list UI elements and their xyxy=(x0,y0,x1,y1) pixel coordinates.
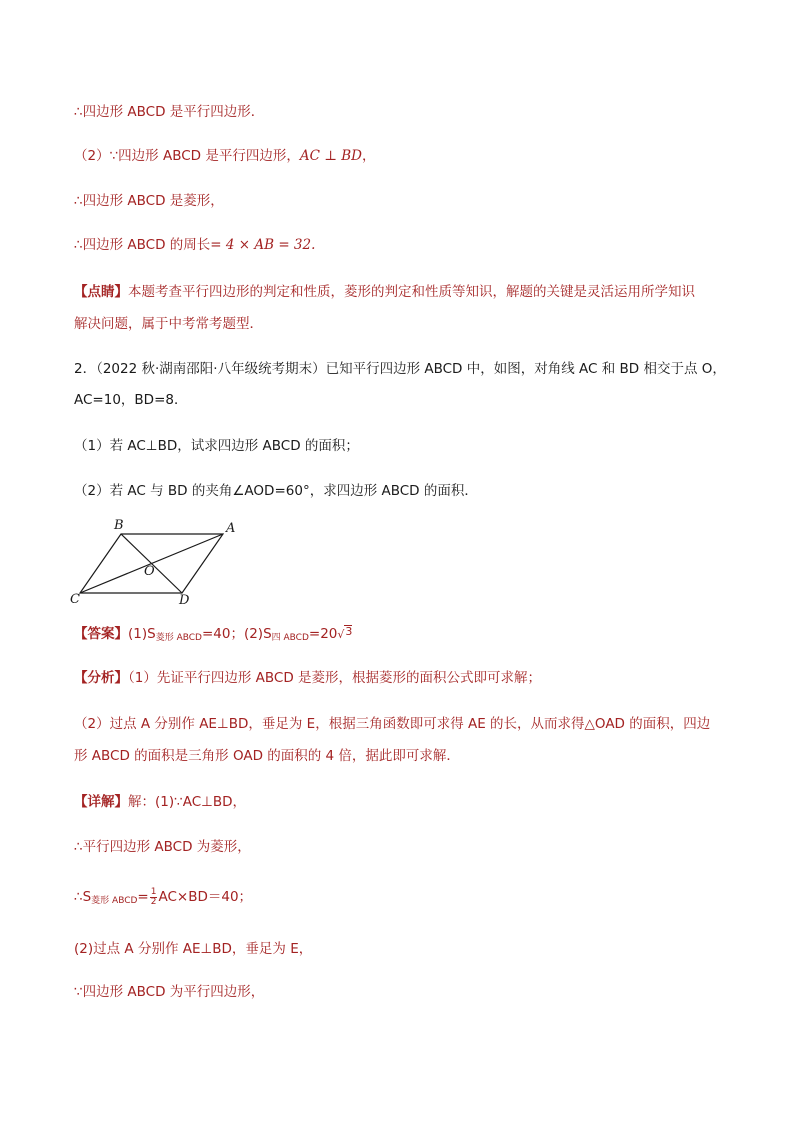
answer-tag: 【答案】 xyxy=(74,626,128,642)
detail-text-1: 解：(1)∵AC⊥BD， xyxy=(128,794,247,810)
question-2-stem: 2．（2022 秋·湖南邵阳·八年级统考期末）已知平行四边形 ABCD 中，如图，对角线 AC 和 BD 相交于点 O， xyxy=(74,361,726,377)
answer-part2-value: =20 xyxy=(308,626,338,642)
analysis-line-1 xyxy=(74,669,541,687)
analysis-part1: （1）先证平行四边形 ABCD 是菱形，根据菱形的面积公式即可求解； xyxy=(128,670,542,686)
math-ac-perp-bd: AC ⊥ BD xyxy=(299,148,362,164)
detail-area-eq: = xyxy=(137,889,149,905)
sqrt-symbol: √ xyxy=(337,628,345,641)
line-part2-given xyxy=(74,147,375,165)
analysis-line-3: 形 ABCD 的面积是三角形 OAD 的面积的 4 倍，据此即可求解． xyxy=(74,748,460,764)
perimeter-text: ∴四边形 ABCD 的周长 xyxy=(74,237,211,253)
line-parallelogram-conclusion: ∴四边形 ABCD 是平行四边形． xyxy=(74,104,265,120)
line-part2-comma: ， xyxy=(361,148,376,164)
parallelogram-figure xyxy=(66,514,246,610)
line-rhombus-conclusion: ∴四边形 ABCD 是菱形， xyxy=(74,193,224,209)
dianjing-line-1 xyxy=(74,283,695,301)
detail-line-4: (2)过点 A 分别作 AE⊥BD，垂足为 E， xyxy=(74,941,313,957)
answer-line xyxy=(74,625,352,647)
analysis-tag: 【分析】 xyxy=(74,670,128,686)
answer-part2-sub: 四 ABCD xyxy=(271,633,309,643)
vertex-label-b: B xyxy=(114,518,124,533)
dianjing-text-1: 本题考查平行四边形的判定和性质，菱形的判定和性质等知识，解题的关键是灵活运用所学知识 xyxy=(128,284,695,300)
answer-part1-s: (1)S xyxy=(128,626,156,642)
detail-area-s: ∴S xyxy=(74,889,92,905)
math-perimeter-value: = 4 × AB = 32. xyxy=(210,237,316,253)
detail-line-5: ∵四边形 ABCD 为平行四边形， xyxy=(74,984,265,1000)
question-2-part1: （1）若 AC⊥BD，试求四边形 ABCD 的面积； xyxy=(74,438,359,454)
vertex-label-c: C xyxy=(70,592,80,607)
detail-area-sub: 菱形 ABCD xyxy=(91,896,138,906)
line-perimeter xyxy=(74,236,315,254)
center-label-o: O xyxy=(144,564,155,579)
vertex-label-d: D xyxy=(179,593,190,608)
detail-area-formula: AC×BD＝40； xyxy=(158,889,253,905)
fraction-one-half xyxy=(150,888,158,907)
question-2-part2: （2）若 AC 与 BD 的夹角∠AOD=60°，求四边形 ABCD 的面积． xyxy=(74,483,478,499)
dianjing-tag: 【点睛】 xyxy=(74,284,128,300)
vertex-label-a: A xyxy=(226,521,236,536)
detail-line-2: ∴平行四边形 ABCD 为菱形， xyxy=(74,839,251,855)
fraction-denominator: 2 xyxy=(150,896,157,907)
answer-part1-value: =40；(2)S xyxy=(201,626,272,642)
answer-part1-sub: 菱形 ABCD xyxy=(155,633,202,643)
sqrt-argument: 3 xyxy=(345,625,353,638)
question-2-given: AC=10，BD=8． xyxy=(74,392,188,408)
line-part2-text: （2）∵四边形 ABCD 是平行四边形， xyxy=(74,148,300,164)
detail-line-1 xyxy=(74,793,246,811)
fraction-numerator: 1 xyxy=(150,886,157,897)
dianjing-line-2: 解决问题，属于中考常考题型． xyxy=(74,316,263,332)
analysis-line-2: （2）过点 A 分别作 AE⊥BD，垂足为 E，根据三角函数即可求得 AE 的长，从而求得△OAD 的面积，四边 xyxy=(74,716,711,732)
detail-line-3 xyxy=(74,886,252,912)
detail-tag: 【详解】 xyxy=(74,794,128,810)
